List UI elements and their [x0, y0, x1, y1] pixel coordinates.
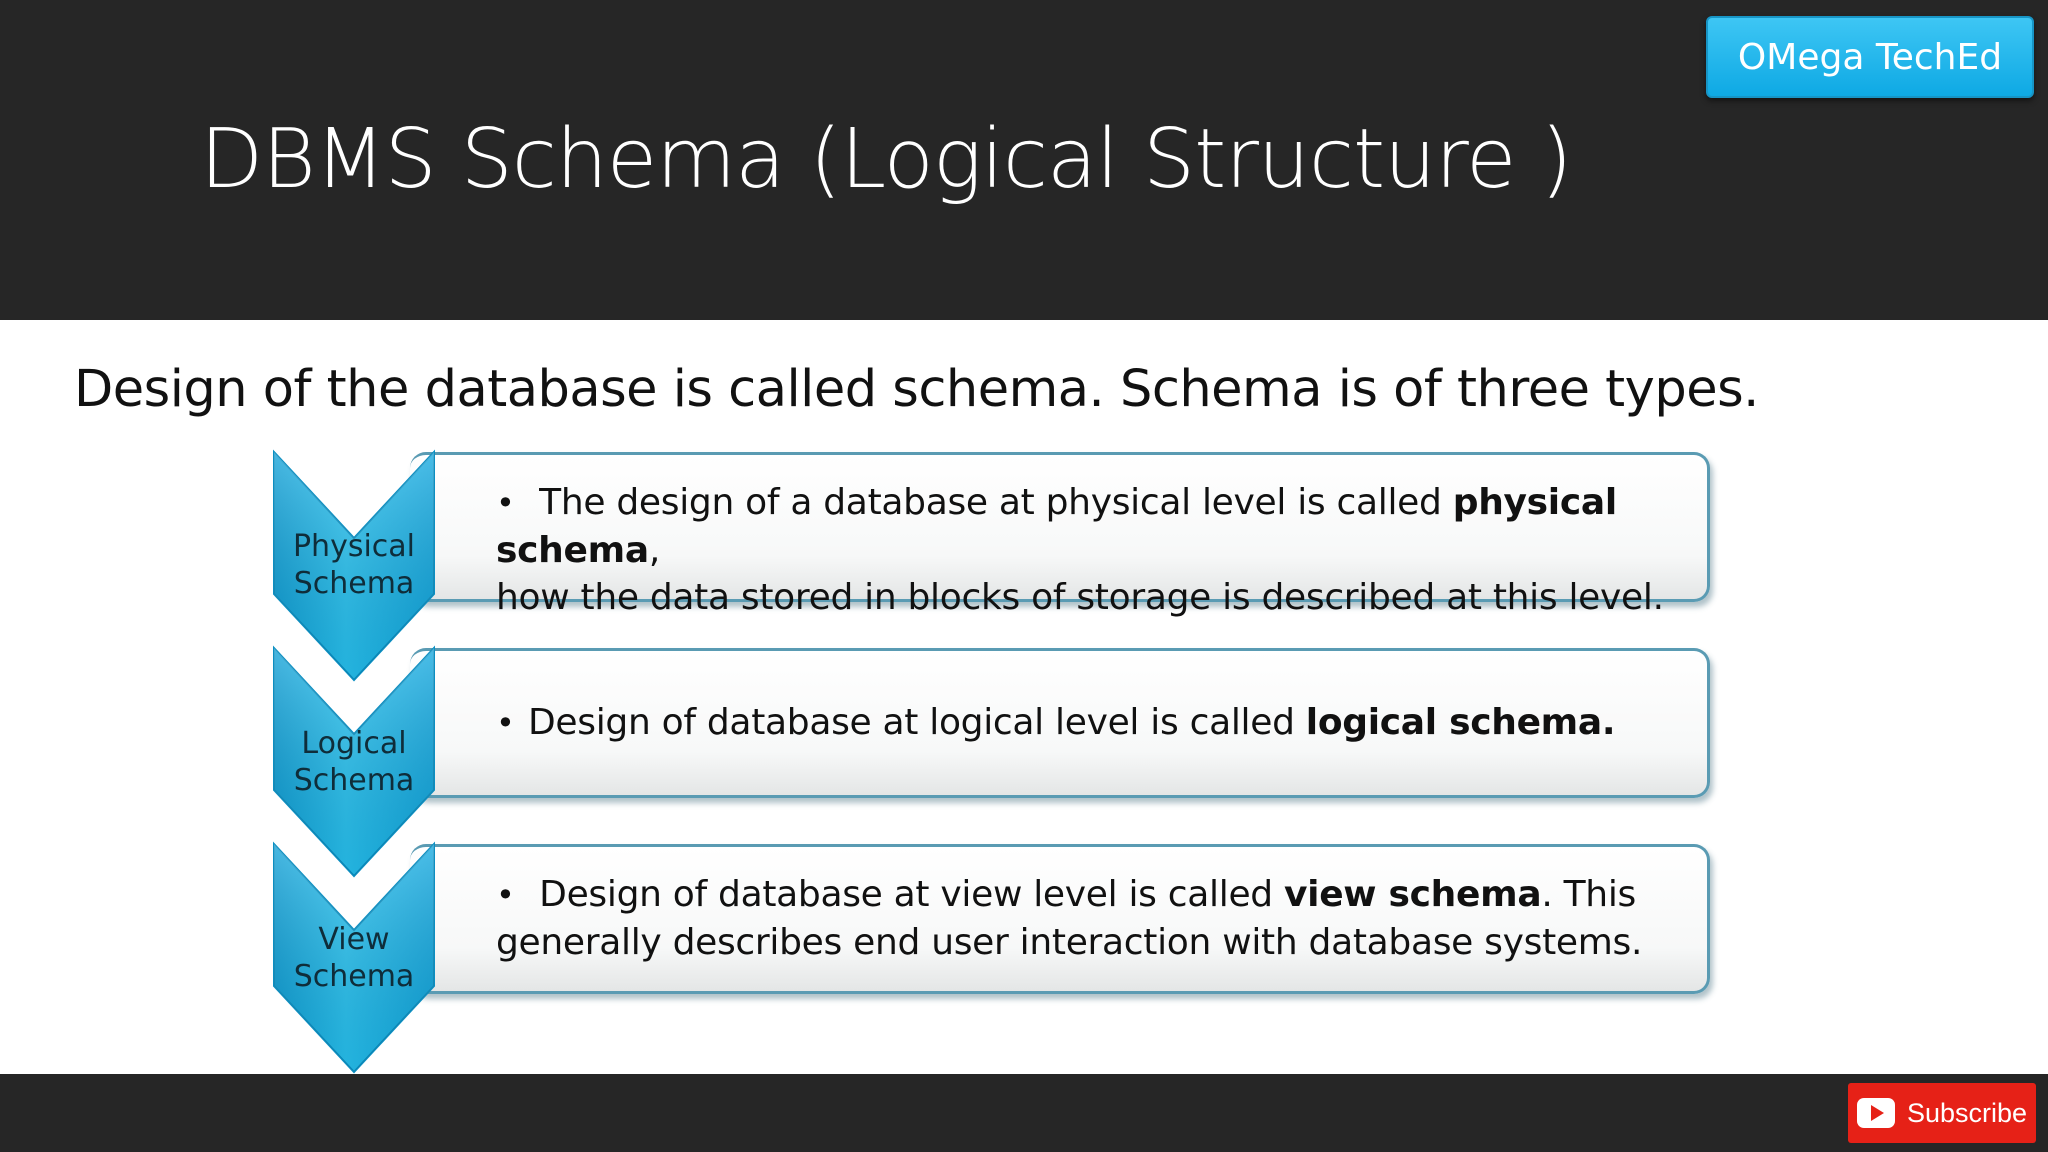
subscribe-label: Subscribe — [1906, 1097, 2028, 1128]
view-schema-description: • Design of database at view level is called view schema. This generally describes end user interaction with database systems. — [496, 874, 1643, 963]
bullet-icon: • — [496, 484, 515, 522]
bullet-icon: • — [496, 876, 515, 914]
logical-schema-description: • Design of database at logical level is called logical schema. — [496, 699, 1677, 747]
footer-bar — [0, 1074, 2048, 1152]
brand-badge: OMega TechEd — [1706, 16, 2034, 98]
view-schema-label: View Schema — [293, 922, 415, 994]
physical-schema-label: Physical Schema — [292, 529, 416, 601]
logical-schema-term: logical schema. — [1305, 702, 1616, 743]
logical-schema-label: Logical Schema — [293, 726, 415, 798]
physical-schema-description: • The design of a database at physical level is called physical schema, how the data stored in blocks of storage is described at this level. — [496, 482, 1664, 618]
subscribe-button[interactable] — [1848, 1083, 2036, 1143]
youtube-play-icon — [1857, 1098, 1895, 1128]
bullet-icon: • — [496, 704, 515, 742]
intro-text: Design of the database is called schema. Schema is of three types. — [74, 360, 1759, 419]
physical-schema-term: physical schema — [496, 482, 1617, 571]
slide-title: DBMS Schema (Logical Structure ) — [200, 112, 1572, 207]
view-schema-term: view schema — [1283, 874, 1542, 915]
